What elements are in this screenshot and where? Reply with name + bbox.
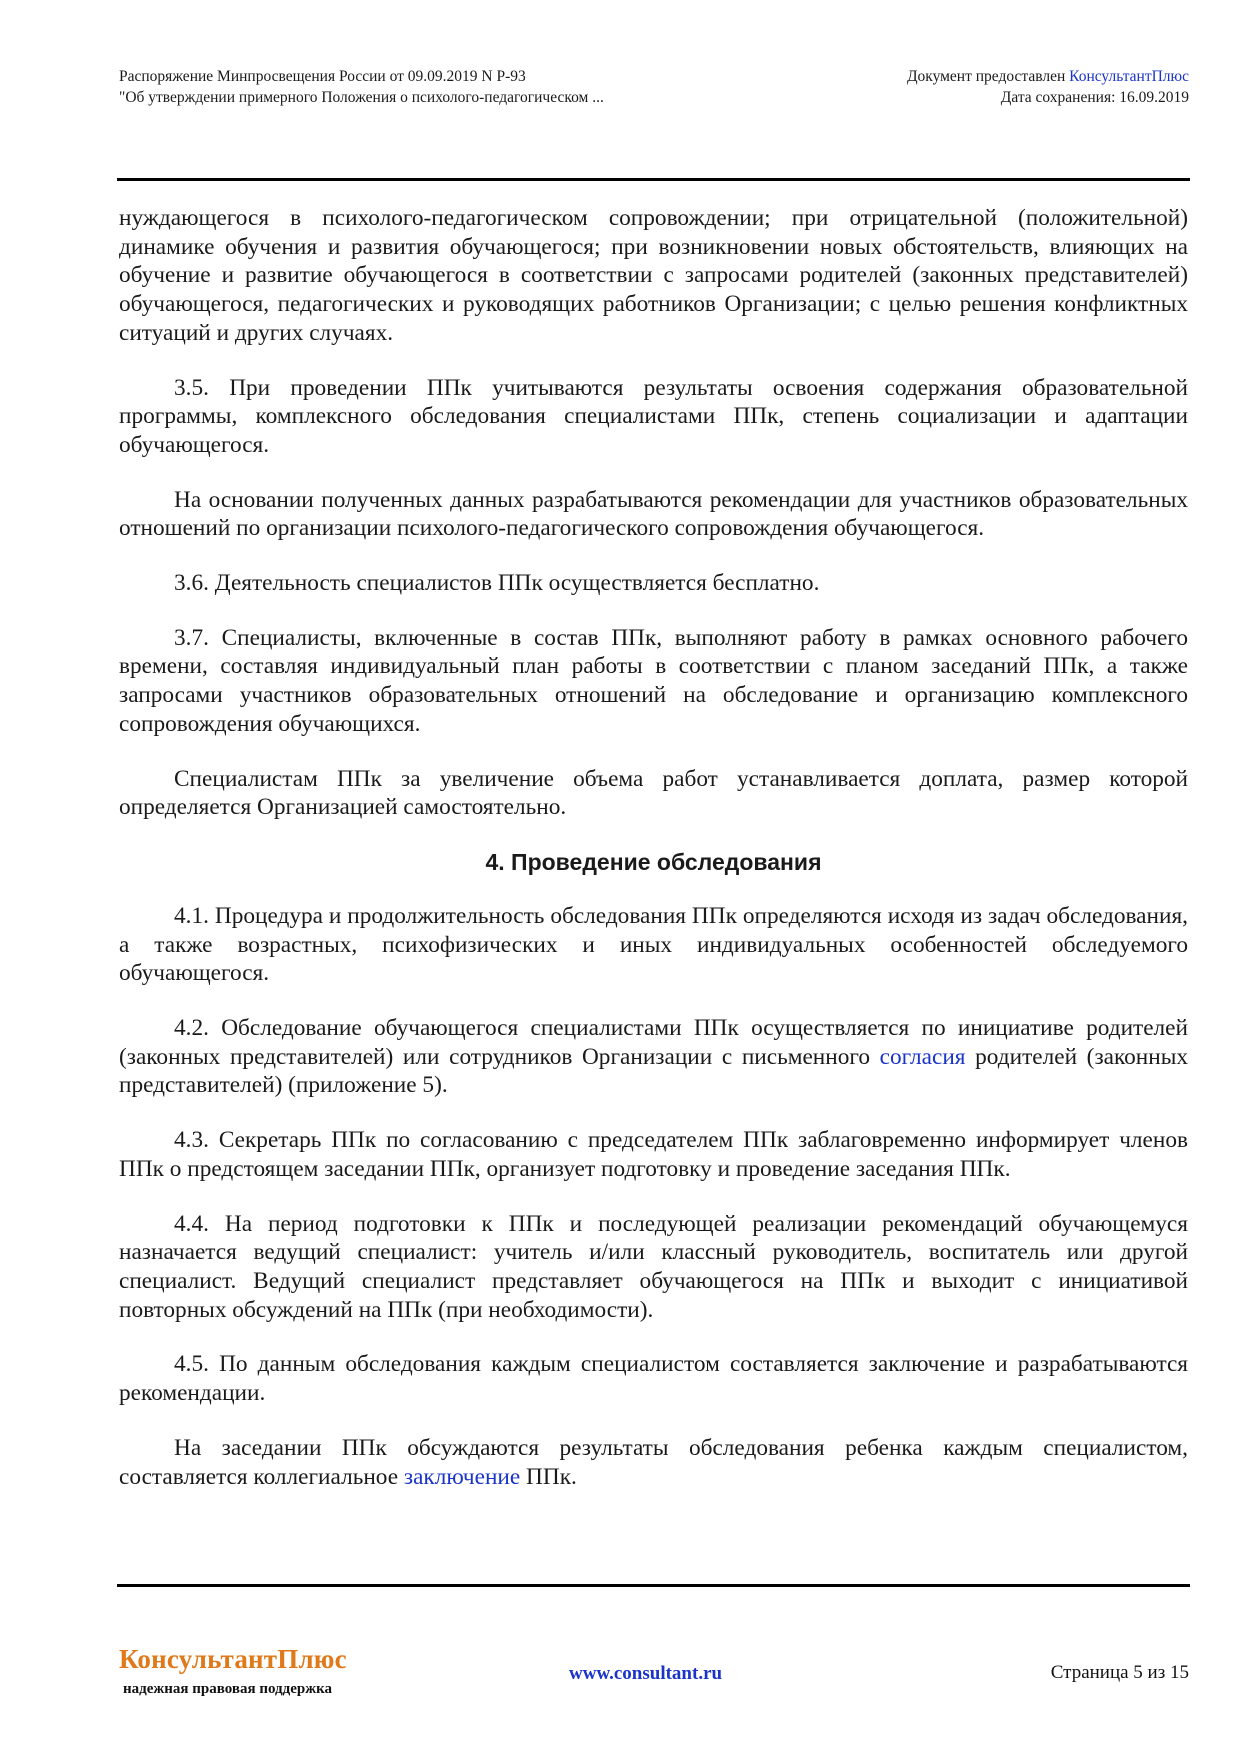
- paragraph-3-5: 3.5. При проведении ППк учитываются результаты освоения содержания образовательной программы, комплексного обследования специалистами ППк, степень социализации и адаптации обучающегося.: [119, 374, 1188, 458]
- paragraph-4-3: 4.3. Секретарь ППк по согласованию с председателем ППк заблаговременно информирует членов ППк о предстоящем заседании ППк, организует подготовку и проведение заседания ППк.: [119, 1127, 1188, 1182]
- paragraph-3-6: 3.6. Деятельность специалистов ППк осуществляется бесплатно.: [174, 570, 820, 597]
- provider-block: [907, 66, 1189, 108]
- paragraph-4-5-b: [119, 1434, 1188, 1491]
- consent-link[interactable]: согласия: [879, 1043, 966, 1070]
- paragraph-4-2: [119, 1014, 1188, 1100]
- document-title-block: [119, 66, 604, 108]
- paragraph-4-1: 4.1. Процедура и продолжительность обследования ППк определяются исходя из задач обследования, а также возрастных, психофизических и иных индивидуальных особенностей обследуемого обучающегося.: [119, 902, 1188, 987]
- paragraph-3-7-b: Специалистам ППк за увеличение объема работ устанавливается доплата, размер которой определяется Организацией самостоятельно.: [119, 765, 1188, 821]
- provided-by: [907, 66, 1189, 87]
- footer-divider: [117, 1584, 1190, 1587]
- paragraph-4-2-text-after: родителей (законных представителей) (приложение 5).: [119, 1043, 1189, 1099]
- conclusion-link[interactable]: заключение: [403, 1463, 521, 1490]
- provided-by-text: Документ предоставлен: [906, 68, 1070, 85]
- save-date: Дата сохранения: 16.09.2019: [1000, 89, 1189, 106]
- section-4-heading: 4. Проведение обследования: [485, 848, 822, 875]
- paragraph-4-4: 4.4. На период подготовки к ППк и последующей реализации рекомендаций обучающемуся назначается ведущий специалист: учитель и/или классный руководитель, воспитатель или другой специалист. Ведущий специалист представляет обучающегося на ППк и выходит с инициативой повторных обсуждений на ППк (при необходимости).: [119, 1210, 1188, 1323]
- paragraph-4-5-b-text-before: На заседании ППк обсуждаются результаты обследования ребенка каждым специалистом, составляется коллегиальное: [119, 1434, 1188, 1490]
- page-number: Страница 5 из 15: [1050, 1662, 1189, 1683]
- logo-tagline: надежная правовая поддержка: [123, 1681, 333, 1697]
- document-body: [119, 204, 1188, 1491]
- paragraph-4-5: 4.5. По данным обследования каждым специалистом составляется заключение и разрабатываются рекомендации.: [119, 1351, 1188, 1407]
- header-divider: [117, 178, 1190, 181]
- paragraph-3-7: 3.7. Специалисты, включенные в состав ППк, выполняют работу в рамках основного рабочего времени, составляя индивидуальный план работы в соответствии с планом заседаний ППк, а также запросами участников образовательных отношений на обследование и организацию комплексного сопровождения обучающихся.: [119, 624, 1188, 737]
- consultant-plus-logo: КонсультантПлюс: [119, 1644, 347, 1674]
- paragraph-3-5-b: На основании полученных данных разрабатываются рекомендации для участников образовательных отношений по организации психолого-педагогического сопровождения обучающегося.: [119, 486, 1188, 542]
- page-header: [119, 66, 1189, 114]
- document-title-line-2: "Об утверждении примерного Положения о психолого-педагогическом ...: [119, 89, 604, 106]
- paragraph-continuation: нуждающегося в психолого-педагогическом сопровождении; при отрицательной (положительной) динамике обучения и развития обучающегося; при возникновении новых обстоятельств, влияющих на обучение и развитие обучающегося в соответствии с запросами родителей (законных представителей) обучающегося, педагогических и руководящих работников Организации; с целью решения конфликтных ситуаций и других случаях.: [119, 205, 1188, 346]
- paragraph-4-5-b-text-after: ППк.: [520, 1463, 577, 1490]
- page-footer: [119, 1644, 1189, 1704]
- provider-brand-link[interactable]: КонсультантПлюс: [1069, 68, 1189, 85]
- paragraph-4-2-text-before: 4.2. Обследование обучающегося специалистами ППк осуществляется по инициативе родителей (законных представителей) или сотрудников Организации с письменного: [119, 1015, 1188, 1070]
- website-link[interactable]: www.consultant.ru: [569, 1663, 723, 1684]
- document-title-line-1: Распоряжение Минпросвещения России от 09.09.2019 N Р-93: [119, 68, 526, 85]
